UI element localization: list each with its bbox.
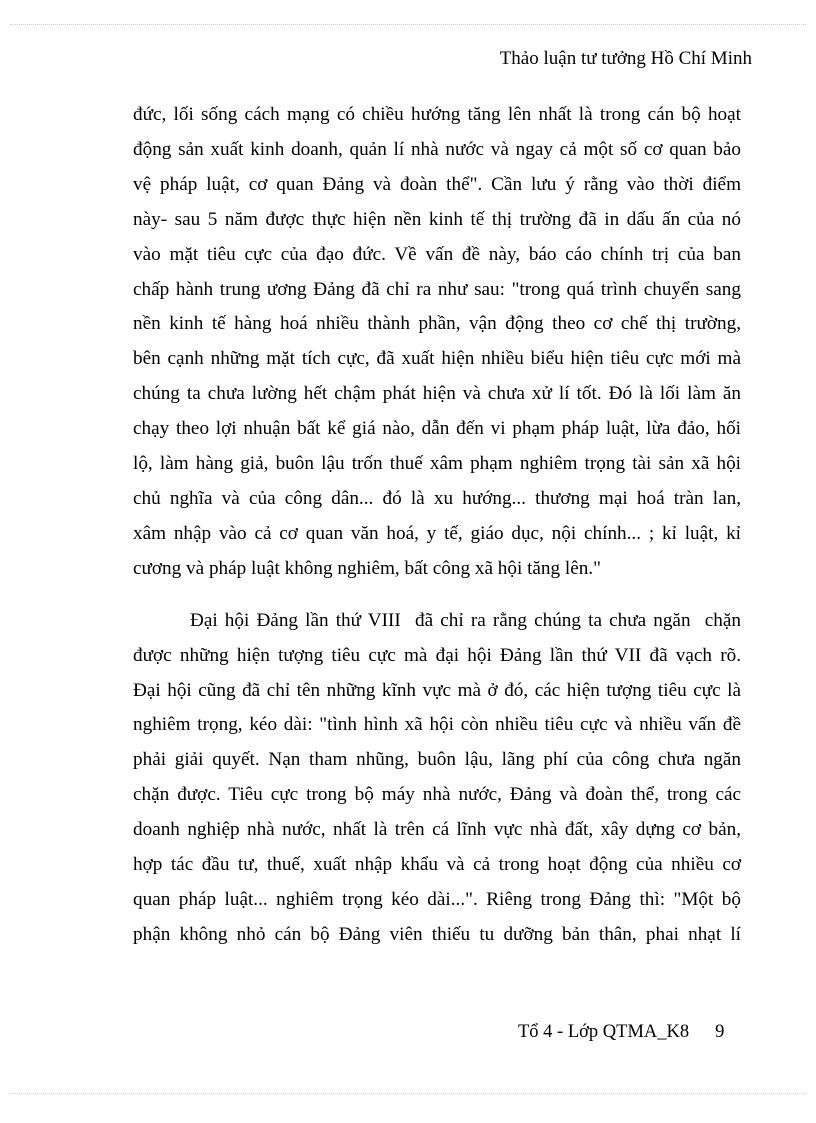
- text-line: Đại hội Đảng lần thứ VIII đã chỉ ra rằng chúng ta chưa ngăn chặn: [133, 609, 741, 631]
- body-text: [133, 98, 741, 953]
- text-line: chạy theo lợi nhuận bất kể giá nào, dẫn đến vi phạm pháp luật, lừa đảo, hối: [133, 418, 741, 440]
- text-line: bên cạnh những mặt tích cực, đã xuất hiện nhiều biểu hiện tiêu cực mới mà: [133, 348, 741, 370]
- text-line: phải giải quyết. Nạn tham nhũng, buôn lậu, lãng phí của công chưa ngăn: [133, 749, 741, 771]
- page-number: 9: [715, 1022, 725, 1042]
- paragraph-2: [133, 604, 741, 953]
- paragraph-1: [133, 98, 741, 587]
- text-line: hợp tác đầu tư, thuế, xuất nhập khẩu và cả trong hoạt động của nhiều cơ: [133, 854, 741, 876]
- text-line: chủ nghĩa và của công dân... đó là xu hướng... thương mại hoá tràn lan,: [133, 487, 741, 509]
- text-line: vào mặt tiêu cực của đạo đức. Về vấn đề này, báo cáo chính trị của ban: [133, 243, 741, 265]
- footer-group-label: Tổ 4 - Lớp QTMA_K8: [518, 1022, 690, 1042]
- text-line: chúng ta chưa lường hết chậm phát hiện và chưa xử lí tốt. Đó là lối làm ăn: [133, 383, 741, 405]
- header-divider: [10, 24, 806, 25]
- text-line: nền kinh tế hàng hoá nhiều thành phần, vận động theo cơ chế thị trường,: [133, 313, 741, 335]
- page-footer: [518, 1022, 724, 1043]
- text-line: này- sau 5 năm được thực hiện nền kinh tế thị trường đã in dấu ấn của nó: [133, 208, 741, 230]
- footer-divider: [10, 1093, 806, 1094]
- text-line: doanh nghiệp nhà nước, nhất là trên cá lĩnh vực nhà đất, xây dựng cơ bản,: [133, 819, 741, 841]
- text-line: chấp hành trung ương Đảng đã chỉ ra như sau: "trong quá trình chuyển sang: [133, 278, 741, 300]
- text-line: vệ pháp luật, cơ quan Đảng và đoàn thể". Cần lưu ý rằng vào thời điểm: [133, 173, 741, 195]
- text-line: quan pháp luật... nghiêm trọng kéo dài...". Riêng trong Đảng thì: "Một bộ: [133, 888, 741, 910]
- running-header: Thảo luận tư tưởng Hồ Chí Minh: [499, 48, 752, 69]
- text-line: nghiêm trọng, kéo dài: "tình hình xã hội còn nhiều tiêu cực và nhiều vấn đề: [133, 714, 741, 736]
- text-line: cương và pháp luật không nghiêm, bất công xã hội tăng lên.": [133, 557, 601, 579]
- text-line: chặn được. Tiêu cực trong bộ máy nhà nước, Đảng và đoàn thể, trong các: [133, 784, 741, 806]
- text-line: phận không nhỏ cán bộ Đảng viên thiếu tu dưỡng bản thân, phai nhạt lí: [133, 923, 741, 945]
- text-line: xâm nhập vào cả cơ quan văn hoá, y tế, giáo dục, nội chính... ; kỉ luật, kỉ: [133, 522, 741, 544]
- text-line: động sản xuất kinh doanh, quản lí nhà nước và ngay cả một số cơ quan bảo: [133, 138, 741, 160]
- text-line: được những hiện tượng tiêu cực mà đại hội Đảng lần thứ VII đã vạch rõ.: [133, 644, 741, 666]
- text-line: lộ, làm hàng giả, buôn lậu trốn thuế xâm phạm nghiêm trọng tài sản xã hội: [133, 453, 741, 475]
- text-line: Đại hội cũng đã chỉ tên những kĩnh vực mà ở đó, các hiện tượng tiêu cực là: [133, 679, 741, 701]
- text-line: đức, lối sống cách mạng có chiều hướng tăng lên nhất là trong cán bộ hoạt: [133, 104, 741, 125]
